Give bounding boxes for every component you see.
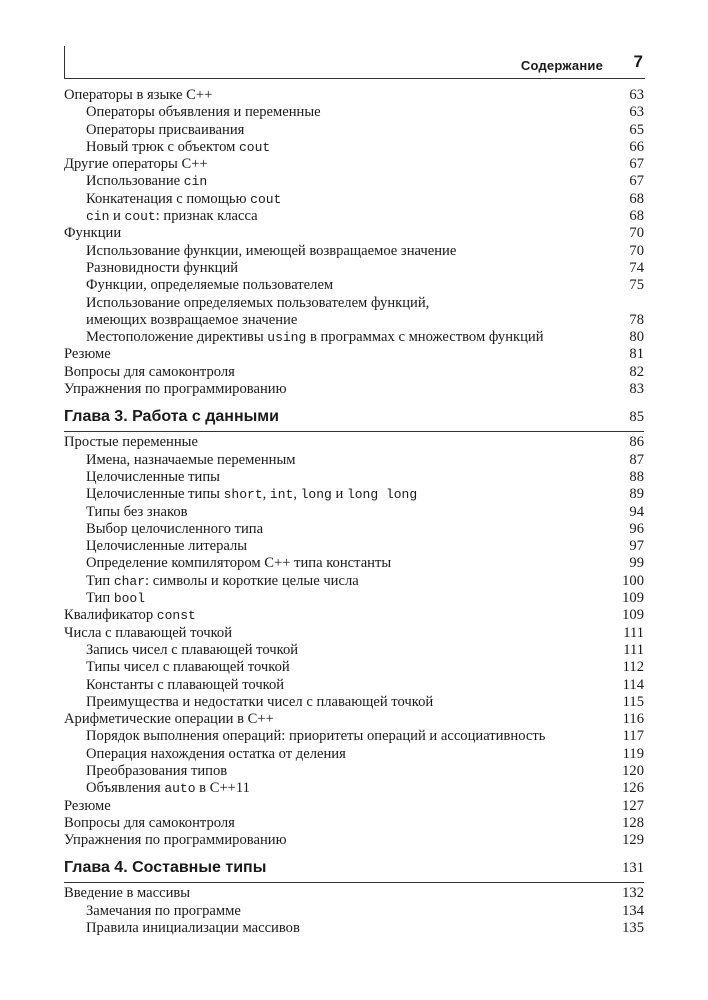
toc-entry [64, 573, 644, 590]
toc-page-number: 67 [629, 156, 644, 173]
entry-text: Числа с плавающей точкой [64, 624, 233, 641]
toc-page-number: 63 [629, 104, 644, 121]
toc-page-number: 86 [629, 434, 644, 451]
toc-entry [64, 815, 644, 832]
toc-entry-title [64, 434, 198, 451]
toc-entry [64, 104, 644, 121]
entry-text: Порядок выполнения операций: приоритеты операций и ассоциативность [86, 728, 546, 745]
toc-entry-title [64, 364, 235, 381]
toc-entry [64, 173, 644, 190]
entry-text: Операторы присваивания [86, 121, 245, 138]
toc-entry [64, 434, 644, 451]
entry-text: Функции, определяемые пользователем [86, 277, 334, 294]
toc-entry [64, 504, 644, 521]
toc-entry-title [64, 469, 220, 486]
toc-entry [64, 642, 644, 659]
entry-text: Другие операторы C++ [64, 156, 208, 173]
entry-text: : признак класса [155, 208, 258, 225]
chapter-page-number: 85 [629, 409, 644, 426]
toc-page-number: 65 [629, 121, 644, 138]
toc-page-number: 114 [622, 676, 644, 693]
toc-page-number: 80 [629, 329, 644, 346]
toc-entry [64, 590, 644, 607]
entry-text: Местоположение директивы [86, 329, 268, 346]
toc-entry [64, 243, 644, 260]
toc-entry-title [64, 295, 429, 312]
toc-entry-title [64, 798, 111, 815]
toc-entry [64, 694, 644, 711]
code-term: cout [250, 191, 282, 207]
toc-entry [64, 538, 644, 555]
toc-page-number: 120 [622, 762, 644, 779]
toc-page-number: 87 [629, 451, 644, 468]
toc-entry [64, 277, 644, 294]
code-term: int [269, 487, 294, 503]
entry-text: Замечания по программе [86, 902, 241, 919]
entry-text: Запись чисел с плавающей точкой [86, 641, 299, 658]
toc-entry-title [64, 156, 208, 173]
toc-page-number: 96 [629, 520, 644, 537]
toc-entry-title [64, 607, 196, 624]
toc-entry [64, 225, 644, 242]
toc-page-number: 89 [629, 486, 644, 503]
toc-entry [64, 139, 644, 156]
toc-entry-title [64, 486, 417, 503]
toc-page-number: 109 [622, 590, 644, 607]
toc-entry [64, 521, 644, 538]
toc-page-number: 70 [629, 242, 644, 259]
entry-text: Новый трюк с объектом [86, 138, 239, 155]
code-term: bool [113, 591, 146, 607]
toc-entry-title [64, 87, 212, 104]
toc-page-number: 128 [622, 814, 644, 831]
toc-page-number: 116 [622, 711, 644, 728]
toc-page-number: 82 [629, 363, 644, 380]
toc-entry [64, 156, 644, 173]
entry-text: Использование [86, 173, 184, 190]
code-term: const [156, 608, 196, 624]
entry-text: Квалификатор [64, 607, 157, 624]
entry-text: в программах с множеством функций [306, 329, 544, 346]
toc-entry-title [64, 208, 258, 225]
toc-entry-title [64, 677, 284, 694]
entry-text: Объявления [86, 780, 165, 797]
toc-entry-title [64, 555, 391, 572]
toc-page-number: 112 [622, 659, 644, 676]
toc-entry [64, 798, 644, 815]
entry-text: Упражнения по программированию [64, 381, 287, 398]
toc-page-number: 134 [622, 902, 644, 919]
entry-text: Арифметические операции в C++ [64, 711, 274, 728]
toc-entry-title [64, 711, 274, 728]
toc-entry-title [64, 346, 111, 363]
toc-entry [64, 920, 644, 937]
toc-entry-title [64, 521, 263, 538]
toc-entry [64, 555, 644, 572]
toc-entry [64, 711, 644, 728]
toc-page-number: 88 [629, 468, 644, 485]
entry-text: Преимущества и недостатки чисел с плавающей точкой [86, 693, 434, 710]
code-term: cin [86, 209, 110, 225]
toc-page-number: 117 [622, 728, 644, 745]
chapter-heading [64, 859, 644, 883]
toc-entry-title [64, 885, 190, 902]
toc-entry-title [64, 173, 207, 190]
toc-entry [64, 452, 644, 469]
toc-entry [64, 329, 644, 346]
toc-entry-title [64, 538, 247, 555]
header-title: Содержание [520, 58, 603, 73]
toc-page-number: 68 [629, 190, 644, 207]
running-header [64, 46, 645, 79]
toc-entry-title [64, 139, 270, 156]
entry-text: , [293, 486, 301, 503]
code-term: cin [183, 174, 208, 190]
toc-entry [64, 659, 644, 676]
entry-text: Операция нахождения остатка от деления [86, 745, 346, 762]
entry-text: Простые переменные [64, 434, 198, 451]
toc-page-number: 100 [622, 572, 644, 589]
entry-text: : символы и короткие целые числа [145, 572, 359, 589]
toc-entry [64, 87, 644, 104]
entry-text: Типы чисел с плавающей точкой [86, 659, 290, 676]
toc-page-number: 70 [629, 225, 644, 242]
toc-page-number: 111 [623, 624, 644, 641]
toc-entry-title [64, 243, 456, 260]
toc-page-number: 68 [629, 208, 644, 225]
toc-entry-title [64, 920, 300, 937]
toc-entry-title [64, 642, 298, 659]
code-term: char [113, 573, 146, 589]
header-page-number: 7 [633, 52, 643, 71]
entry-text: Преобразования типов [86, 762, 228, 779]
toc-entry [64, 260, 644, 277]
toc-entry [64, 780, 644, 797]
toc-entry-title [64, 659, 290, 676]
toc-page-number: 115 [622, 693, 644, 710]
toc-page-number: 74 [629, 259, 644, 276]
toc-entry-title [64, 573, 359, 590]
entry-text: Правила инициализации массивов [86, 920, 300, 937]
table-of-contents [64, 87, 644, 937]
entry-text: Резюме [64, 346, 111, 363]
toc-page-number: 83 [629, 381, 644, 398]
toc-entry-title [64, 815, 235, 832]
toc-entry-title [64, 728, 545, 745]
code-term: long long [346, 487, 418, 503]
toc-entry [64, 208, 644, 225]
chapter-title: Глава 4. Составные типы [64, 859, 267, 877]
toc-entry [64, 885, 644, 902]
toc-entry-title [64, 590, 145, 607]
toc-page-number: 111 [623, 641, 644, 658]
entry-text: и [109, 208, 125, 225]
toc-entry [64, 625, 644, 642]
toc-entry-title [64, 694, 433, 711]
toc-entry-title [64, 104, 321, 121]
toc-entry [64, 469, 644, 486]
toc-page-number: 81 [629, 346, 644, 363]
entry-text: Разновидности функций [86, 259, 239, 276]
entry-text: Целочисленные типы [86, 486, 224, 503]
toc-page-number: 132 [622, 885, 644, 902]
entry-text: Тип [86, 590, 114, 607]
entry-text: Упражнения по программированию [64, 832, 287, 849]
toc-entry-title [64, 452, 296, 469]
toc-page-number: 67 [629, 173, 644, 190]
toc-entry-title [64, 903, 241, 920]
toc-page-number: 129 [622, 832, 644, 849]
toc-entry [64, 122, 644, 139]
toc-page-number: 126 [622, 780, 644, 797]
toc-entry-title [64, 191, 281, 208]
toc-entry-title [64, 329, 544, 346]
toc-page-number: 66 [629, 138, 644, 155]
toc-entry [64, 763, 644, 780]
entry-text: Определение компилятором C++ типа константы [86, 555, 392, 572]
toc-entry [64, 381, 644, 398]
toc-entry [64, 191, 644, 208]
toc-entry [64, 728, 644, 745]
toc-entry-title [64, 832, 286, 849]
chapter-heading [64, 408, 644, 432]
toc-entry-title [64, 746, 346, 763]
toc-entry-title [64, 780, 250, 797]
toc-entry-title [64, 225, 121, 242]
entry-text: Вопросы для самоконтроля [64, 363, 235, 380]
entry-text: Использование определяемых пользователем функций, [86, 294, 430, 311]
entry-text: Резюме [64, 797, 111, 814]
chapter-title: Глава 3. Работа с данными [64, 408, 279, 426]
toc-entry-title [64, 122, 244, 139]
code-term: long [300, 487, 332, 503]
toc-entry-title [64, 260, 238, 277]
toc-page-number: 94 [629, 503, 644, 520]
toc-entry [64, 312, 644, 329]
entry-text: Выбор целочисленного типа [86, 520, 264, 537]
entry-text: Введение в массивы [64, 885, 191, 902]
entry-text: Целочисленные литералы [86, 538, 248, 555]
code-term: short [223, 487, 263, 503]
entry-text: Типы без знаков [86, 503, 188, 520]
toc-page-number: 135 [622, 920, 644, 937]
toc-page-number: 78 [629, 311, 644, 328]
entry-text: Использование функции, имеющей возвращаемое значение [86, 242, 457, 259]
entry-text: и [331, 486, 347, 503]
code-term: cout [124, 209, 156, 225]
toc-entry-title [64, 504, 188, 521]
entry-text: Константы с плавающей точкой [86, 676, 285, 693]
entry-text: Операторы объявления и переменные [86, 104, 321, 121]
chapter-page-number: 131 [622, 860, 644, 877]
toc-page-number: 119 [622, 745, 644, 762]
code-term: auto [164, 781, 196, 797]
toc-entry-title [64, 277, 333, 294]
toc-entry [64, 677, 644, 694]
toc-page-number: 127 [622, 797, 644, 814]
entry-text: Функции [64, 225, 122, 242]
toc-entry-title [64, 381, 286, 398]
entry-text: в C++11 [195, 780, 250, 797]
entry-text: Конкатенация с помощью [86, 190, 251, 207]
toc-entry [64, 295, 644, 312]
toc-entry-title [64, 312, 297, 329]
toc-entry [64, 607, 644, 624]
toc-page-number: 97 [629, 538, 644, 555]
entry-text: имеющих возвращаемое значение [86, 311, 298, 328]
toc-entry-title [64, 763, 227, 780]
entry-text: Тип [86, 572, 114, 589]
toc-page-number: 75 [629, 277, 644, 294]
toc-entry [64, 832, 644, 849]
toc-entry [64, 486, 644, 503]
code-term: using [267, 330, 307, 346]
toc-entry [64, 364, 644, 381]
toc-entry-title [64, 625, 232, 642]
code-term: cout [238, 139, 271, 155]
entry-text: Имена, назначаемые переменным [86, 451, 296, 468]
entry-text: Вопросы для самоконтроля [64, 814, 235, 831]
toc-entry [64, 903, 644, 920]
toc-entry [64, 346, 644, 363]
toc-page-number: 109 [622, 607, 644, 624]
entry-text: , [262, 486, 270, 503]
entry-text: Целочисленные типы [86, 468, 220, 485]
toc-page-number: 99 [629, 555, 644, 572]
toc-page-number: 63 [629, 87, 644, 103]
entry-text: Операторы в языке C++ [64, 87, 213, 103]
toc-entry [64, 746, 644, 763]
